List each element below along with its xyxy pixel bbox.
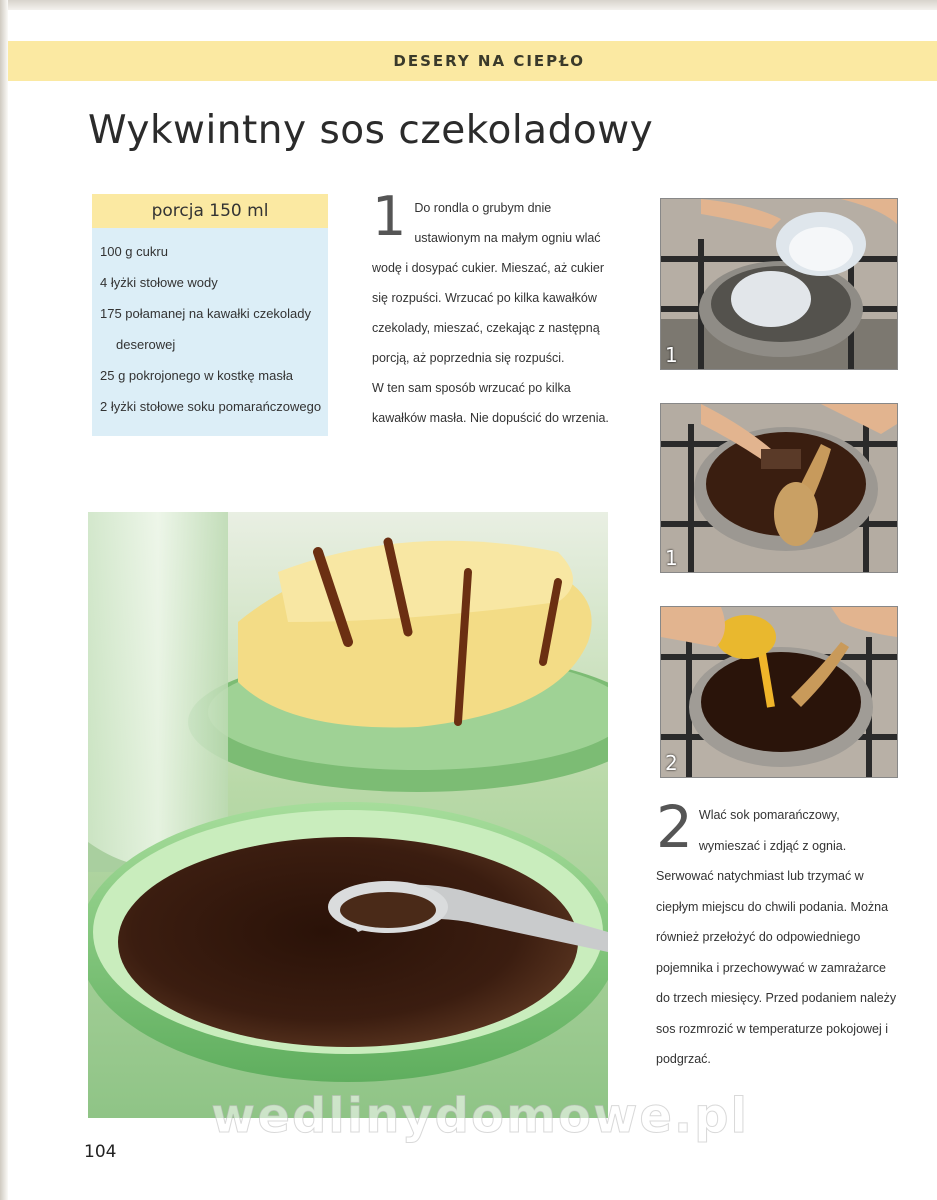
ingredients-box xyxy=(92,194,328,436)
step-2 xyxy=(656,793,901,1075)
ingredient-text-continued: deserowej xyxy=(116,337,176,352)
portion-header: porcja 150 ml xyxy=(92,194,328,228)
ingredient-item: 2 łyżki stołowe soku pomarańczowego xyxy=(100,399,322,414)
watermark: wedlinydomowe.pl xyxy=(211,1088,749,1144)
page-edge xyxy=(0,0,937,10)
pouring-sugar-photo xyxy=(661,199,897,369)
step-photo xyxy=(660,606,898,778)
page-number: 104 xyxy=(84,1142,117,1162)
page-spine xyxy=(0,0,8,1200)
step-photo-number: 2 xyxy=(665,751,678,775)
ingredient-item xyxy=(100,298,328,360)
pouring-juice-photo xyxy=(661,607,897,777)
section-label: DESERY NA CIEPŁO xyxy=(393,52,585,70)
ingredient-item: 4 łyżki stołowe wody xyxy=(100,275,218,290)
step-number: 2 xyxy=(656,793,693,861)
ingredient-item: 25 g pokrojonego w kostkę masła xyxy=(100,368,293,383)
step-1 xyxy=(372,185,612,433)
step-photo-number: 1 xyxy=(665,546,678,570)
step-photo xyxy=(660,403,898,573)
ingredient-text: 175 połamanej na kawałki czekolady xyxy=(100,306,312,321)
chocolate-sauce-photo-illustration xyxy=(88,512,608,1118)
step-number: 1 xyxy=(372,185,407,248)
step-text-continued: W ten sam sposób wrzucać po kilka kawałków masła. Nie dopuścić do wrzenia. xyxy=(372,381,609,425)
section-header-band xyxy=(8,41,937,81)
chocolate-sauce-photo xyxy=(88,512,608,1118)
ingredient-item: 100 g cukru xyxy=(100,244,168,259)
page-title: Wykwintny sos czekoladowy xyxy=(88,108,654,153)
adding-chocolate-photo xyxy=(661,404,897,572)
step-photo xyxy=(660,198,898,370)
step-photo-number: 1 xyxy=(665,343,678,367)
step-text: Wlać sok pomarańczowy, wymieszać i zdjąć z ognia. Serwować natychmiast lub trzymać w ciepłym miejscu do chwili podania. Można również przełożyć do odpowiedniego pojemnika i przechowywać w zamrażarce do trzech miesięcy. Przed podaniem należy sos rozmrozić w temperaturze pokojowej i podgrzać. xyxy=(656,808,897,1066)
step-text: Do rondla o grubym dnie ustawionym na małym ogniu wlać wodę i dosypać cukier. Mieszać, aż cukier się rozpuści. Wrzucać po kilka kawałków czekolady, mieszać, czekając z następną porcją, aż poprzednia się rozpuści. xyxy=(372,201,605,365)
ingredients-list xyxy=(92,236,328,422)
